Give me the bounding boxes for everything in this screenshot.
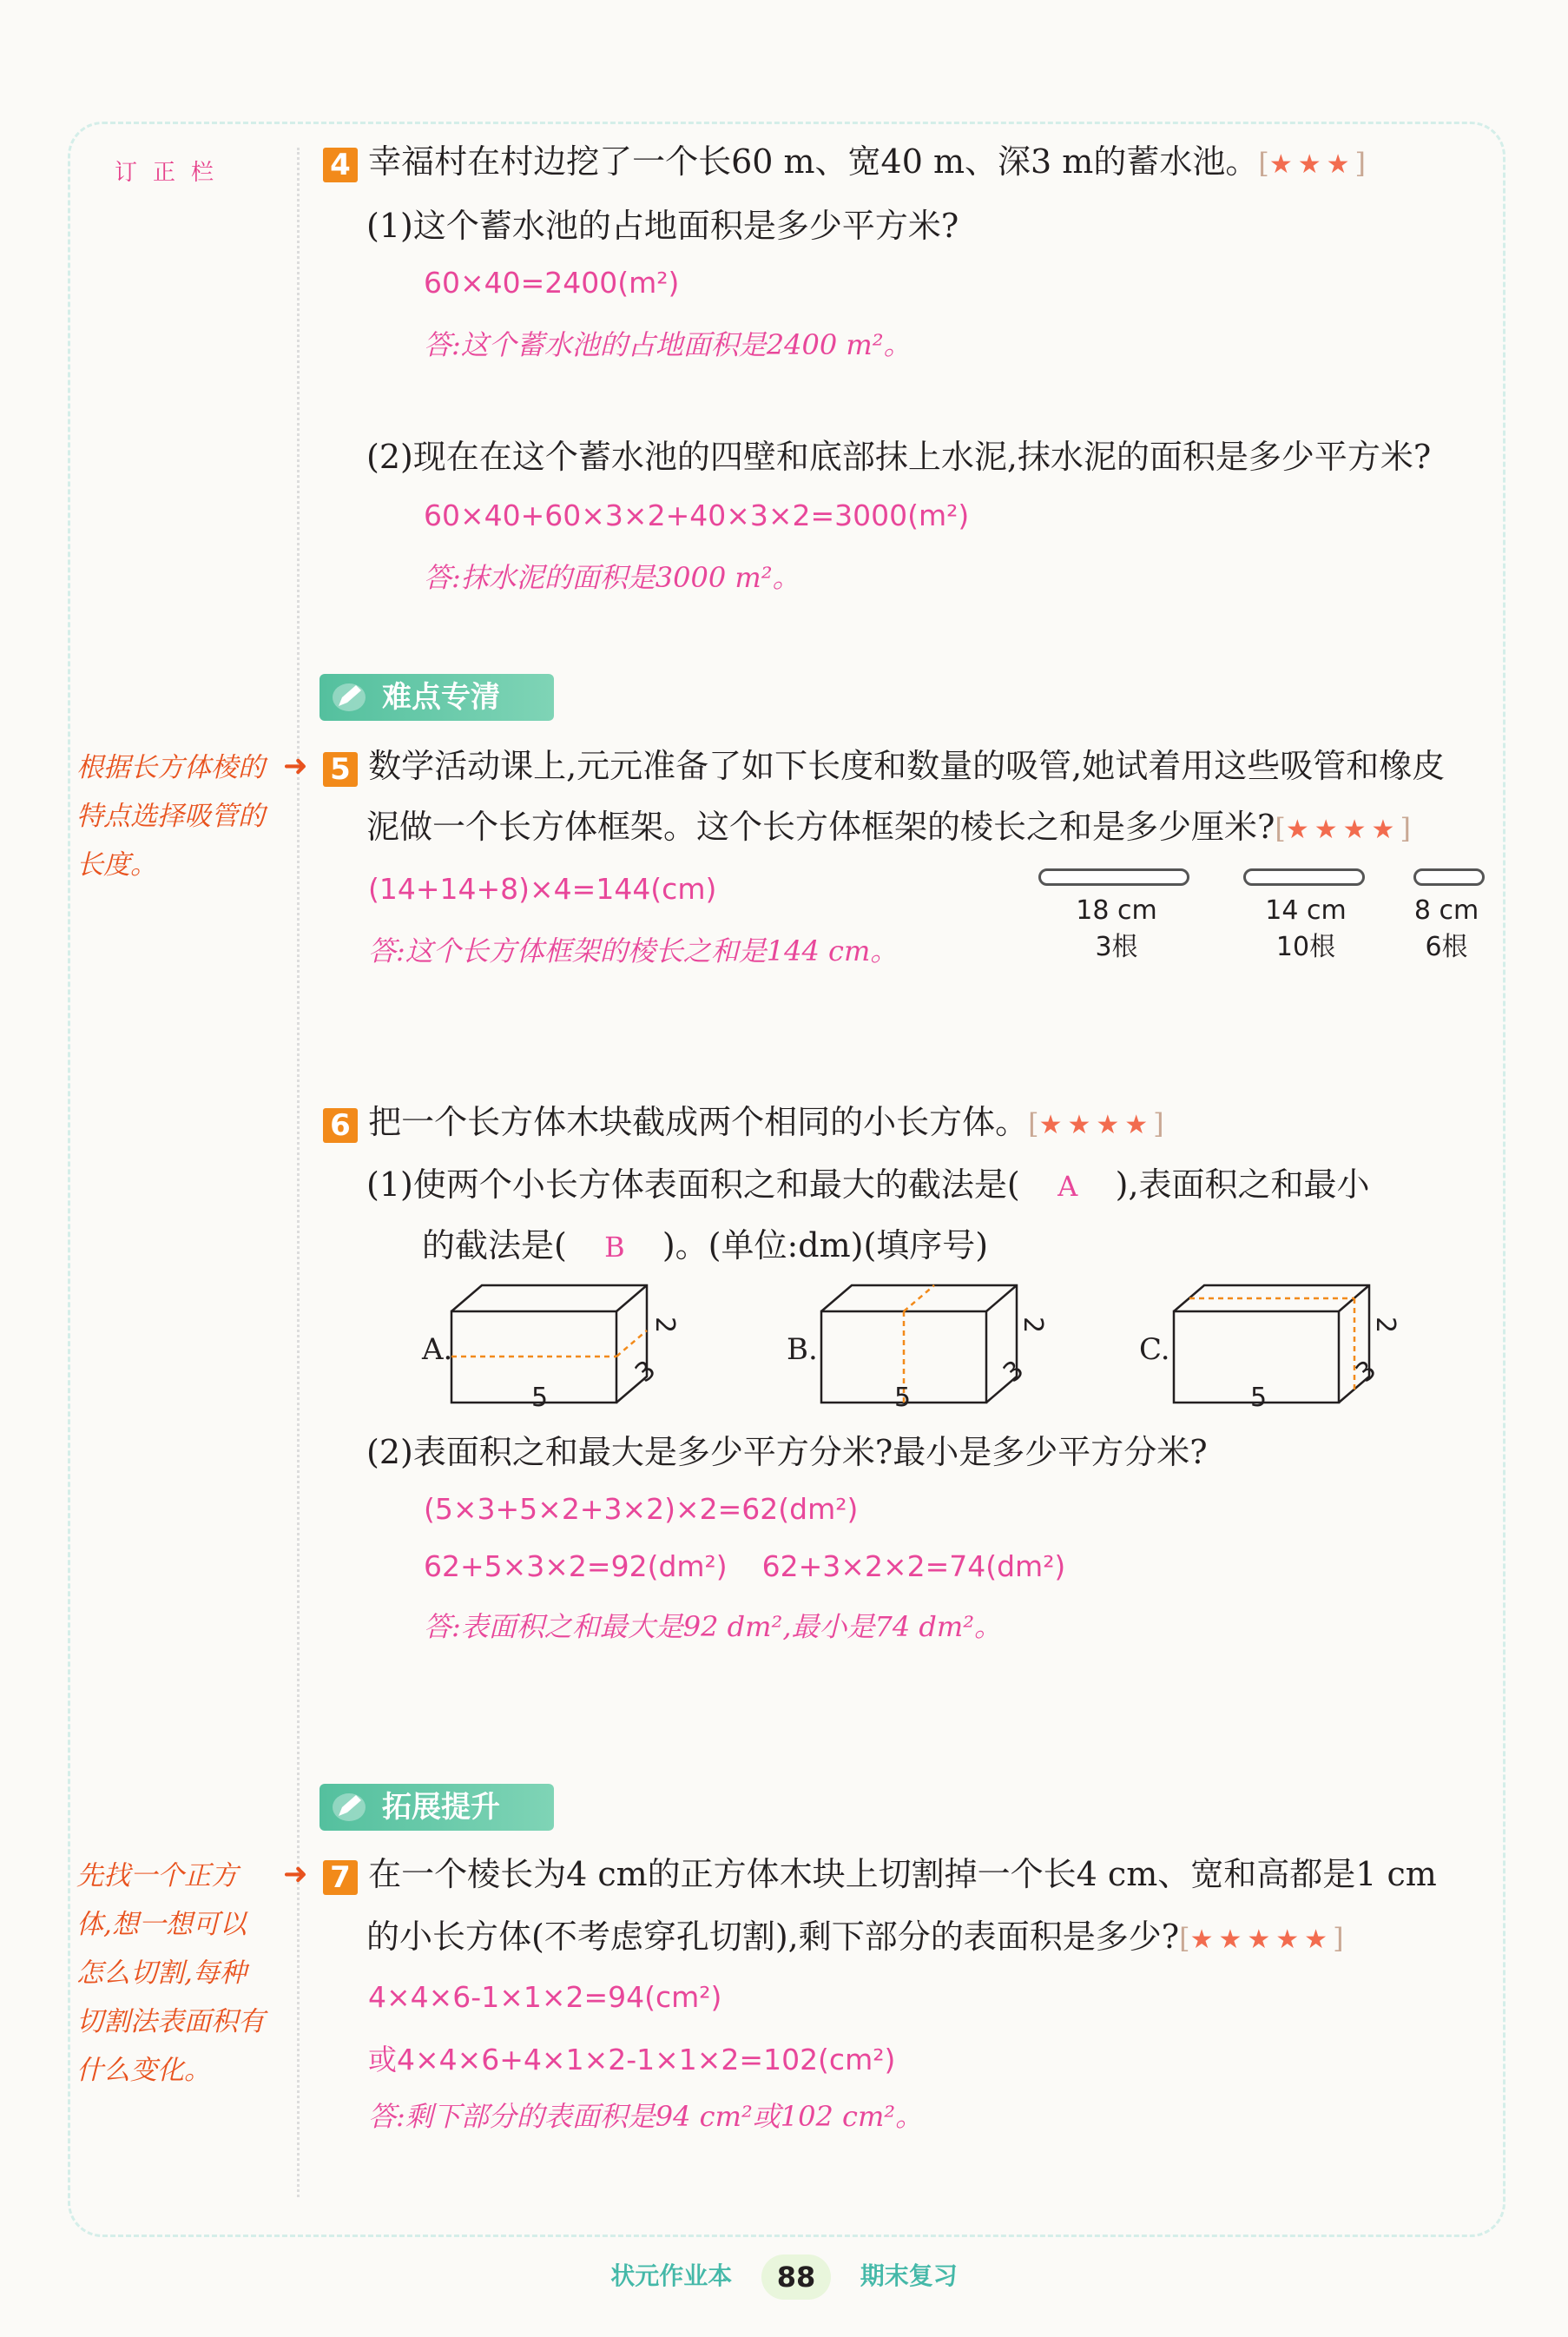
question-4-part-2: (2)现在在这个蓄水池的四壁和底部抹上水泥,抹水泥的面积是多少平方米?: [366, 438, 1432, 476]
question-4-stem: 幸福村在村边挖了一个长60 m、宽40 m、深3 m的蓄水池。: [368, 142, 1259, 181]
arrow-right-icon: ➜: [283, 1857, 308, 1891]
cuboid-c-length: 5: [1250, 1383, 1268, 1413]
question-7-number: 7: [323, 1860, 358, 1895]
question-4-part-1-answer: 答:这个蓄水池的占地面积是2400 m²。: [424, 328, 912, 361]
cuboid-a-width: 3: [629, 1354, 662, 1390]
answer-fill-largest: A: [1057, 1170, 1078, 1203]
cuboid-c-label: C.: [1139, 1332, 1170, 1367]
cuboid-c-height: 2: [1370, 1316, 1401, 1334]
question-5-answer: 答:这个长方体框架的棱长之和是144 cm。: [368, 934, 899, 967]
question-5-stem-line-2: 泥做一个长方体框架。这个长方体框架的棱长之和是多少厘米?[★★★★]: [366, 808, 1411, 846]
cuboid-a: [451, 1285, 647, 1403]
cuboid-c-width: 3: [1349, 1354, 1383, 1390]
cuboid-a-length: 5: [531, 1383, 549, 1413]
straw-8cm: [1413, 868, 1485, 886]
question-7-stem-line-1: 7 在一个棱长为4 cm的正方体木块上切割掉一个长4 cm、宽和高都是1 cm: [323, 1855, 1437, 1895]
section-banner-difficult: [320, 674, 554, 721]
question-4-part-2-answer: 答:抹水泥的面积是3000 m²。: [424, 561, 800, 594]
answer-fill-smallest: B: [604, 1231, 625, 1264]
cuboid-b-length: 5: [894, 1383, 912, 1413]
question-7-calc-1: 4×4×6-1×1×2=94(cm²): [368, 1980, 722, 2014]
question-7-answer: 答:剩下部分的表面积是94 cm²或102 cm²。: [368, 2100, 924, 2133]
question-5-number: 5: [323, 752, 358, 787]
correction-column-label: 订正栏: [115, 160, 230, 186]
question-6-answer: 答:表面积之和最大是92 dm²,最小是74 dm²。: [424, 1610, 1003, 1643]
question-6-stem-line: 6 把一个长方体木块截成两个相同的小长方体。[★★★★]: [323, 1103, 1164, 1143]
cuboid-a-label: A.: [422, 1332, 453, 1367]
difficulty-stars: ★★★★: [1285, 815, 1400, 845]
section-title: 难点专清: [382, 680, 500, 715]
question-4-number: 4: [323, 148, 358, 182]
question-7-calc-2: 或4×4×6+4×1×2-1×1×2=102(cm²): [368, 2043, 896, 2076]
question-4-stem-line: 4 幸福村在村边挖了一个长60 m、宽40 m、深3 m的蓄水池。[★★★]: [323, 142, 1366, 182]
question-6-part-1-line-1: (1)使两个小长方体表面积之和最大的截法是( A ),表面积之和最小: [366, 1165, 1370, 1204]
cuboid-a-height: 2: [649, 1316, 681, 1334]
page-footer: [0, 2254, 1568, 2300]
footer-book-title: 状元作业本: [610, 2261, 733, 2290]
difficulty-stars: ★★★: [1268, 149, 1355, 180]
section-banner-extend: [320, 1784, 554, 1831]
question-6-part-2: (2)表面积之和最大是多少平方分米?最小是多少平方分米?: [366, 1433, 1208, 1471]
straw-14cm: [1243, 868, 1365, 886]
cuboid-b: [821, 1285, 1017, 1403]
question-6-part-1-line-2: 的截法是( B )。(单位:dm)(填序号): [422, 1226, 989, 1264]
pencil-icon: [332, 682, 366, 713]
cuboid-b-width: 3: [997, 1354, 1031, 1390]
cuboid-diagrams: [417, 1277, 1459, 1424]
footer-section: 期末复习: [860, 2261, 958, 2290]
arrow-right-icon: ➜: [283, 749, 308, 783]
page-number: 88: [761, 2254, 831, 2300]
question-7-stem-line-2: 的小长方体(不考虑穿孔切割),剩下部分的表面积是多少?[★★★★★]: [366, 1918, 1344, 1956]
question-4-part-1: (1)这个蓄水池的占地面积是多少平方米?: [366, 207, 959, 245]
question-4-part-2-calc: 60×40+60×3×2+40×3×2=3000(m²): [424, 498, 970, 532]
cuboid-b-height: 2: [1018, 1316, 1049, 1334]
straw-label: 8 cm 6根: [1413, 895, 1479, 962]
straw-label: 18 cm 3根: [1076, 895, 1157, 962]
tip-question-7: 先找一个正方 体,想一想可以 怎么切割,每种 切割法表面积有 什么变化。: [76, 1860, 265, 2086]
difficulty-stars: ★★★★★: [1189, 1924, 1334, 1955]
question-6-number: 6: [323, 1108, 358, 1143]
difficulty-stars: ★★★★: [1038, 1110, 1154, 1140]
question-5-stem-line-1: 5 数学活动课上,元元准备了如下长度和数量的吸管,她试着用这些吸管和橡皮: [323, 747, 1445, 787]
pencil-icon: [332, 1792, 366, 1823]
cuboid-b-label: B.: [787, 1332, 818, 1367]
question-5-calc: (14+14+8)×4=144(cm): [368, 872, 717, 906]
question-4-part-1-calc: 60×40=2400(m²): [424, 266, 680, 300]
question-6-calc-1: (5×3+5×2+3×2)×2=62(dm²): [424, 1492, 859, 1526]
straw-label: 14 cm 10根: [1265, 895, 1347, 962]
question-6-calc-2: 62+5×3×2=92(dm²) 62+3×2×2=74(dm²): [424, 1549, 1066, 1583]
section-title: 拓展提升: [382, 1790, 500, 1825]
tip-question-5: 根据长方体棱的 特点选择吸管的 长度。: [76, 752, 265, 881]
cuboid-c: [1174, 1285, 1369, 1403]
straw-18cm: [1038, 868, 1189, 886]
